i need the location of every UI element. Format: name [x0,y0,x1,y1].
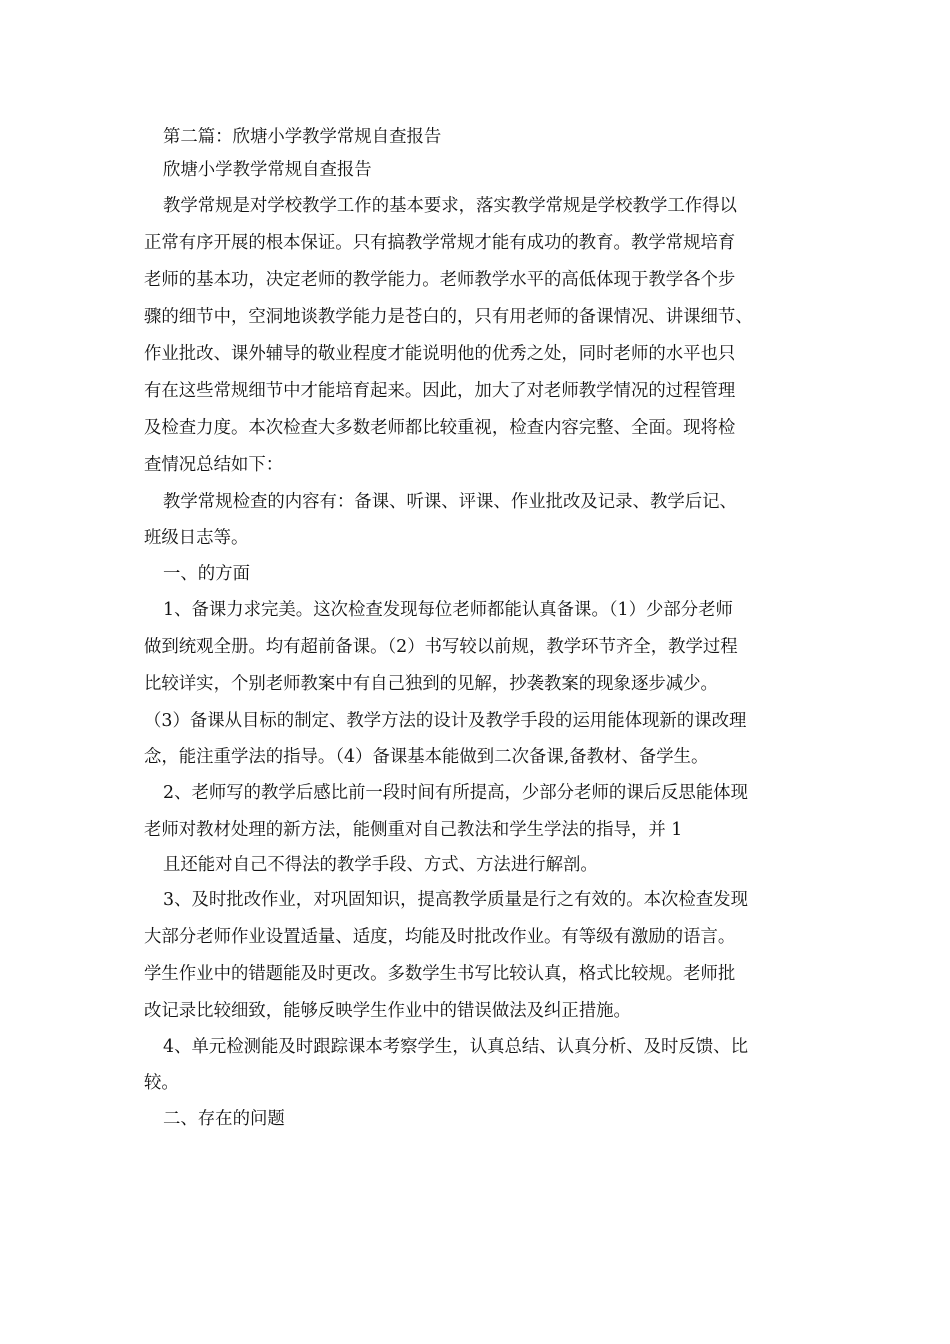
text-line: 学生作业中的错题能及时更改。多数学生书写比较认真，格式比较规。老师批 [144,964,736,984]
text-line: 大部分老师作业设置适量、适度，均能及时批改作业。有等级有激励的语言。 [144,927,736,947]
text-line: 班级日志等。 [144,528,249,548]
text-line: 骤的细节中，空洞地谈教学能力是苍白的，只有用老师的备课情况、讲课细节、 [144,307,753,327]
text-line: 及检查力度。本次检查大多数老师都比较重视，检查内容完整、全面。现将检 [144,418,736,438]
text-line: 做到统观全册。均有超前备课。（2）书写较以前规，教学环节齐全，教学过程 [144,637,738,657]
text-line: 老师对教材处理的新方法，能侧重对自己教法和学生学法的指导，并 1 [144,820,683,840]
report-title: 欣塘小学教学常规自查报告 [163,160,372,180]
text-line: 较。 [144,1073,179,1093]
text-line: （3）备课从目标的制定、教学方法的设计及教学手段的运用能体现新的课改理 [144,711,747,731]
text-line: 比较详实，个别老师教案中有自己独到的见解，抄袭教案的现象逐步减少。 [144,674,718,694]
text-line: 3、及时批改作业，对巩固知识，提高教学质量是行之有效的。本次检查发现 [163,890,748,910]
heading-2: 二、存在的问题 [163,1109,285,1129]
text-line: 且还能对自己不得法的教学手段、方式、方法进行解剖。 [163,855,598,875]
text-line: 念，能注重学法的指导。（4）备课基本能做到二次备课,备教材、备学生。 [144,747,709,767]
text-line: 作业批改、课外辅导的敬业程度才能说明他的优秀之处，同时老师的水平也只 [144,344,736,364]
text-line: 教学常规是对学校教学工作的基本要求，落实教学常规是学校教学工作得以 [163,196,737,216]
text-line: 正常有序开展的根本保证。只有搞教学常规才能有成功的教育。教学常规培育 [144,233,736,253]
text-line: 查情况总结如下： [144,455,284,475]
text-line: 老师的基本功，决定老师的教学能力。老师教学水平的高低体现于教学各个步 [144,270,736,290]
text-line: 教学常规检查的内容有：备课、听课、评课、作业批改及记录、教学后记、 [163,492,737,512]
text-line: 4、单元检测能及时跟踪课本考察学生，认真总结、认真分析、及时反馈、比 [163,1037,748,1057]
text-line: 有在这些常规细节中才能培育起来。因此，加大了对老师教学情况的过程管理 [144,381,736,401]
text-line: 1、备课力求完美。这次检查发现每位老师都能认真备课。（1）少部分老师 [163,600,733,620]
heading-1: 一、的方面 [163,564,250,584]
text-line: 2、老师写的教学后感比前一段时间有所提高，少部分老师的课后反思能体现 [163,783,748,803]
text-line: 改记录比较细致，能够反映学生作业中的错误做法及纠正措施。 [144,1001,631,1021]
section-title: 第二篇：欣塘小学教学常规自查报告 [163,127,442,147]
